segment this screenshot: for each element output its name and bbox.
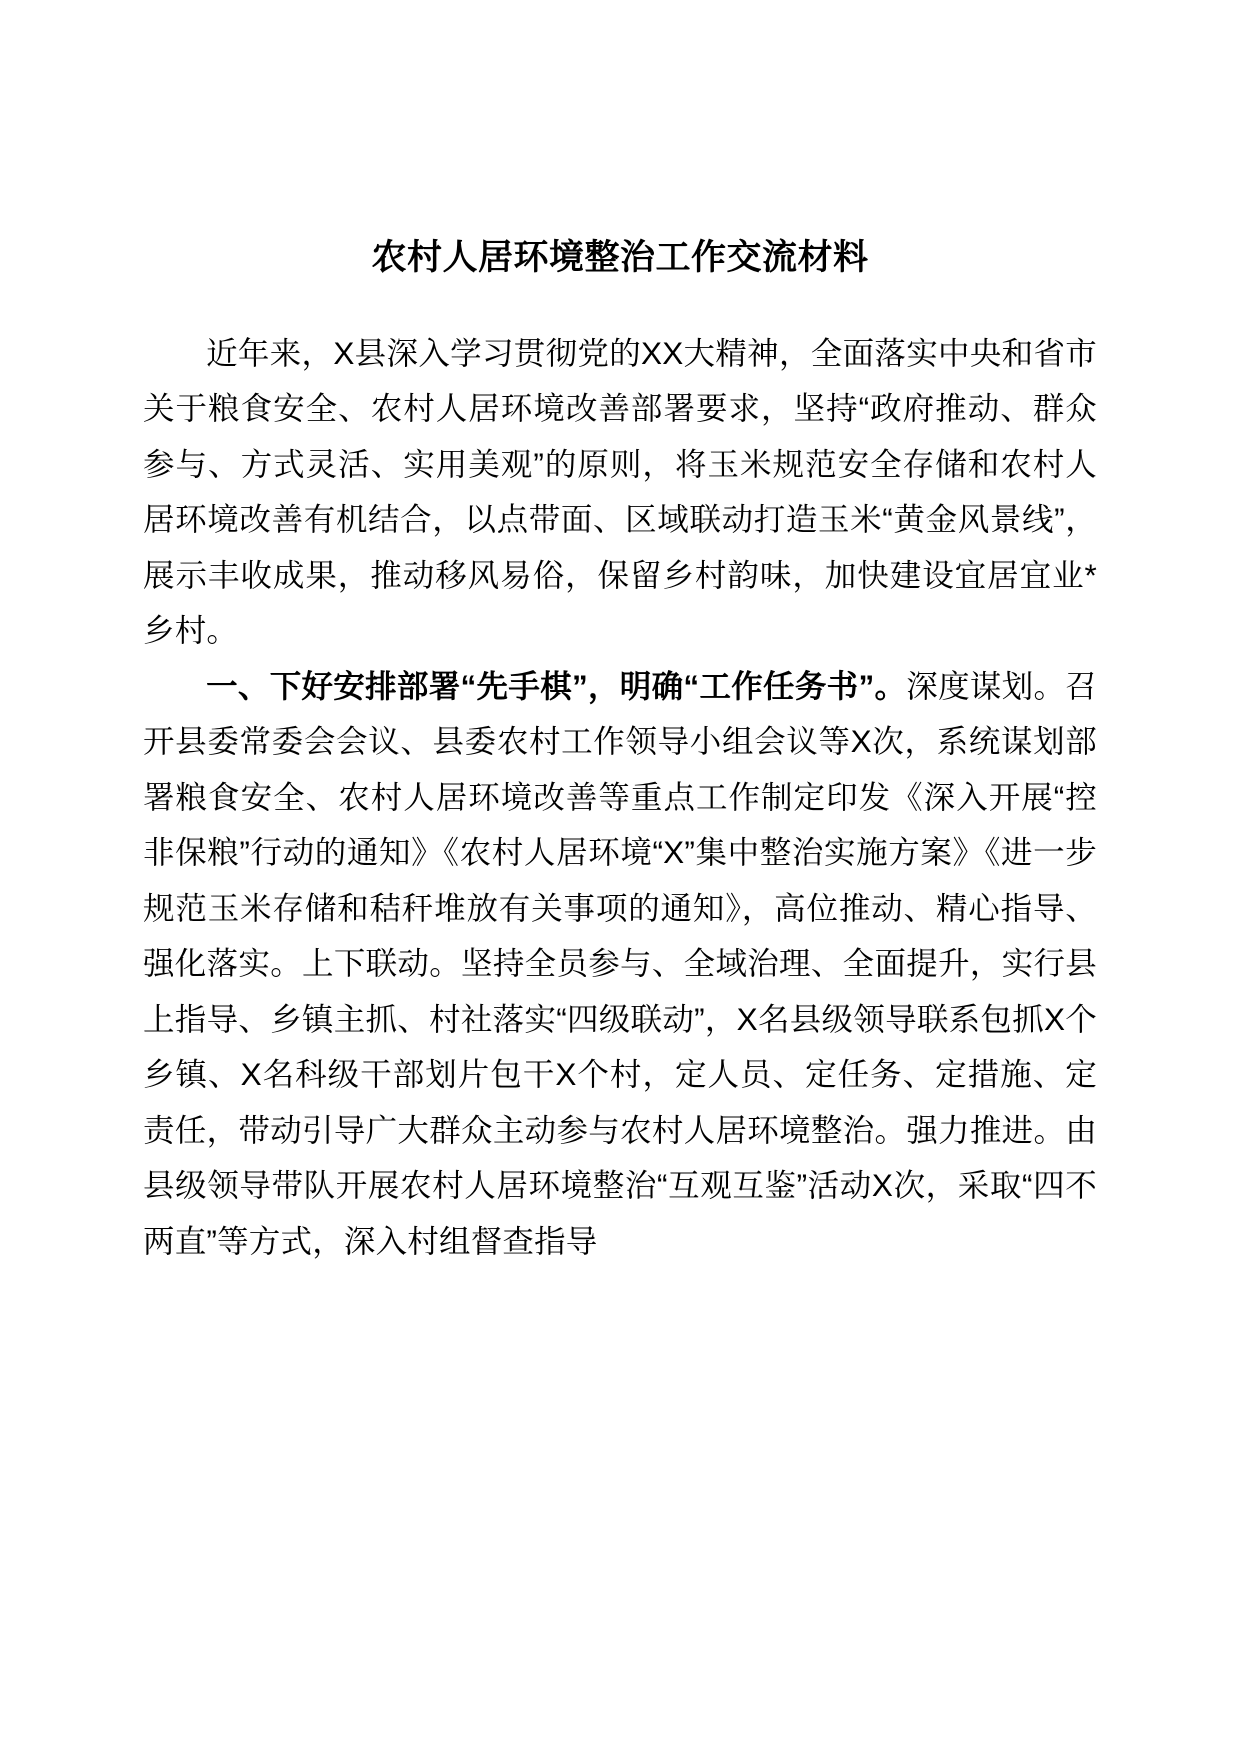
page-title: 农村人居环境整治工作交流材料 [371,238,869,277]
document-content [143,0,1097,1269]
section-one-text: 深度谋划。召开县委常委会会议、县委农村工作领导小组会议等X次，系统谋划部署粮食安全、农村人居环境改善等重点工作制定印发《深入开展“控非保粮”行动的通知》《农村人居环境“X”集中整治实施方案》《进一步规范玉米存储和秸秆堆放有关事项的通知》，高位推动、精心指导、强化落实。上下联动。坚持全员参与、全域治理、全面提升，实行县上指导、乡镇主抓、村社落实“四级联动”，X名县级领导联系包抓X个乡镇、X名科级干部划片包干X个村，定人员、定任务、定措施、定责任，带动引导广大群众主动参与农村人居环境整治。强力推进。由县级领导带队开展农村人居环境整治“互观互鉴”活动X次，采取“四不两直”等方式，深入村组督查指导 [143,667,1097,1259]
paragraph-section-one [143,659,1097,1270]
paragraph-intro [143,326,1097,659]
paragraph-intro-text: 近年来，X县深入学习贯彻党的XX大精神，全面落实中央和省市关于粮食安全、农村人居环境改善部署要求，坚持“政府推动、群众参与、方式灵活、实用美观”的原则，将玉米规范安全存储和农村人居环境改善有机结合，以点带面、区域联动打造玉米“黄金风景线”，展示丰收成果，推动移风易俗，保留乡村韵味，加快建设宜居宜业*乡村。 [143,334,1097,649]
section-one-heading: 一、下好安排部署“先手棋”，明确“工作任务书”。 [206,667,907,704]
